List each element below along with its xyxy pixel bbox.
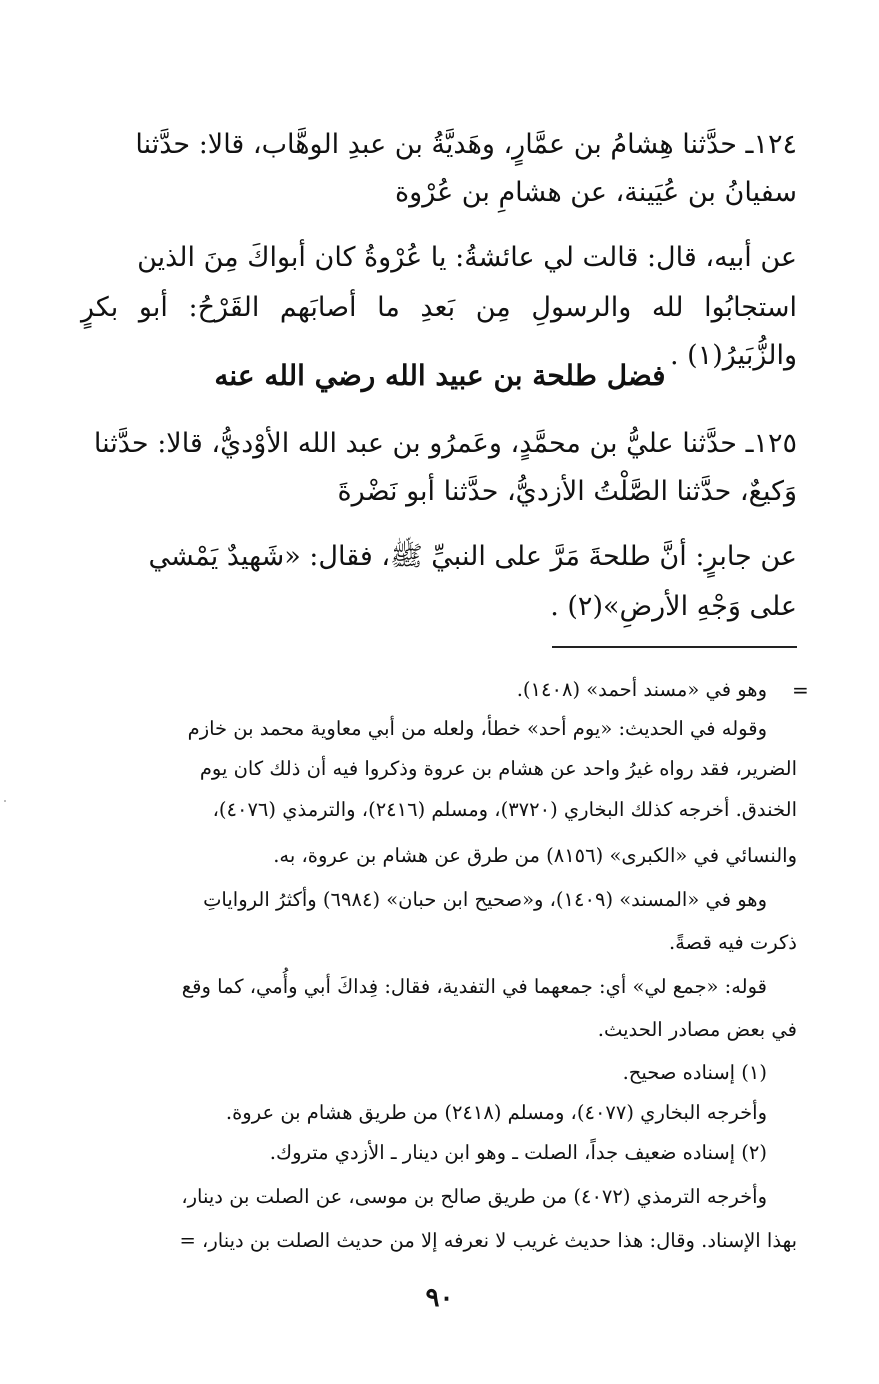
hadith-124-text-line-1: عن أبيه، قال: قالت لي عائشةُ: يا عُرْوةُ كان أبواكَ مِنَ الذين	[137, 242, 797, 273]
scan-edge-mark	[4, 800, 6, 802]
footnote-line: وأخرجه البخاري (٤٠٧٧)، ومسلم (٢٤١٨) من طريق هشام بن عروة.	[225, 1101, 767, 1124]
footnote-line: ذكرت فيه قصةً.	[668, 931, 797, 954]
hadith-124-text-line-2: استجابُوا لله والرسولِ مِن بَعدِ ما أصابَهم القَرْحُ: أبو بكرٍ والزُّبَيرُ(١) .	[81, 292, 797, 371]
footnote-line: (٢) إسناده ضعيف جداً، الصلت ـ وهو ابن دينار ـ الأزدي متروك.	[269, 1141, 767, 1164]
footnote-line: وهو في «مسند أحمد» (١٤٠٨).	[516, 678, 767, 701]
footnote-line: بهذا الإسناد. وقال: هذا حديث غريب لا نعرفه إلا من حديث الصلت بن دينار، =	[179, 1229, 797, 1252]
footnote-line: في بعض مصادر الحديث.	[597, 1018, 797, 1041]
hadith-125-text-line-1: عن جابرٍ: أنَّ طلحةَ مَرَّ على النبيِّ ﷺ، فقال: «شَهيدٌ يَمْشي	[148, 541, 797, 572]
hadith-125-text-line-2: على وَجْهِ الأرضِ»(٢) .	[550, 591, 797, 622]
hadith-125-chain-line-1: ١٢٥ـ حدَّثنا عليُّ بن محمَّدٍ، وعَمرُو بن عبد الله الأوْديُّ، قالا: حدَّثنا	[93, 428, 797, 459]
footnote-line: والنسائي في «الكبرى» (٨١٥٦) من طرق عن هشام بن عروة، به.	[273, 844, 797, 867]
hadith-125-chain-line-2: وَكيعٌ، حدَّثنا الصَّلْتُ الأزديُّ، حدَّثنا أبو نَضْرةَ	[337, 476, 797, 507]
footnote-line: الخندق. أخرجه كذلك البخاري (٣٧٢٠)، ومسلم (٢٤١٦)، والترمذي (٤٠٧٦)،	[212, 798, 797, 821]
footnote-line: وهو في «المسند» (١٤٠٩)، و«صحيح ابن حبان» (٦٩٨٤) وأكثرُ الرواياتِ	[203, 888, 767, 911]
footnote-line: الضرير، فقد رواه غيرُ واحد عن هشام بن عروة وذكروا فيه أن ذلك كان يوم	[199, 757, 797, 780]
hadith-124-chain-line-1: ١٢٤ـ حدَّثنا هِشامُ بن عمَّارٍ، وهَديَّةُ بن عبدِ الوهَّاب، قالا: حدَّثنا	[135, 129, 797, 160]
footnote-line: وقوله في الحديث: «يوم أحد» خطأ، ولعله من أبي معاوية محمد بن خازم	[187, 717, 767, 740]
section-heading: فضل طلحة بن عبيد الله رضي الله عنه	[214, 359, 666, 392]
page-number: ٩٠	[425, 1283, 454, 1313]
footnote-line: قوله: «جمع لي» أي: جمعهما في التفدية، فقال: فِداكَ أبي وأُمي، كما وقع	[181, 975, 767, 998]
footnote-line: وأخرجه الترمذي (٤٠٧٢) من طريق صالح بن موسى، عن الصلت بن دينار،	[181, 1185, 767, 1208]
continuation-mark: =	[792, 678, 809, 702]
footnote-separator	[552, 646, 797, 648]
footnote-line: (١) إسناده صحيح.	[622, 1061, 767, 1084]
hadith-124-chain-line-2: سفيانُ بن عُيَينة، عن هشامِ بن عُرْوة	[395, 177, 797, 208]
